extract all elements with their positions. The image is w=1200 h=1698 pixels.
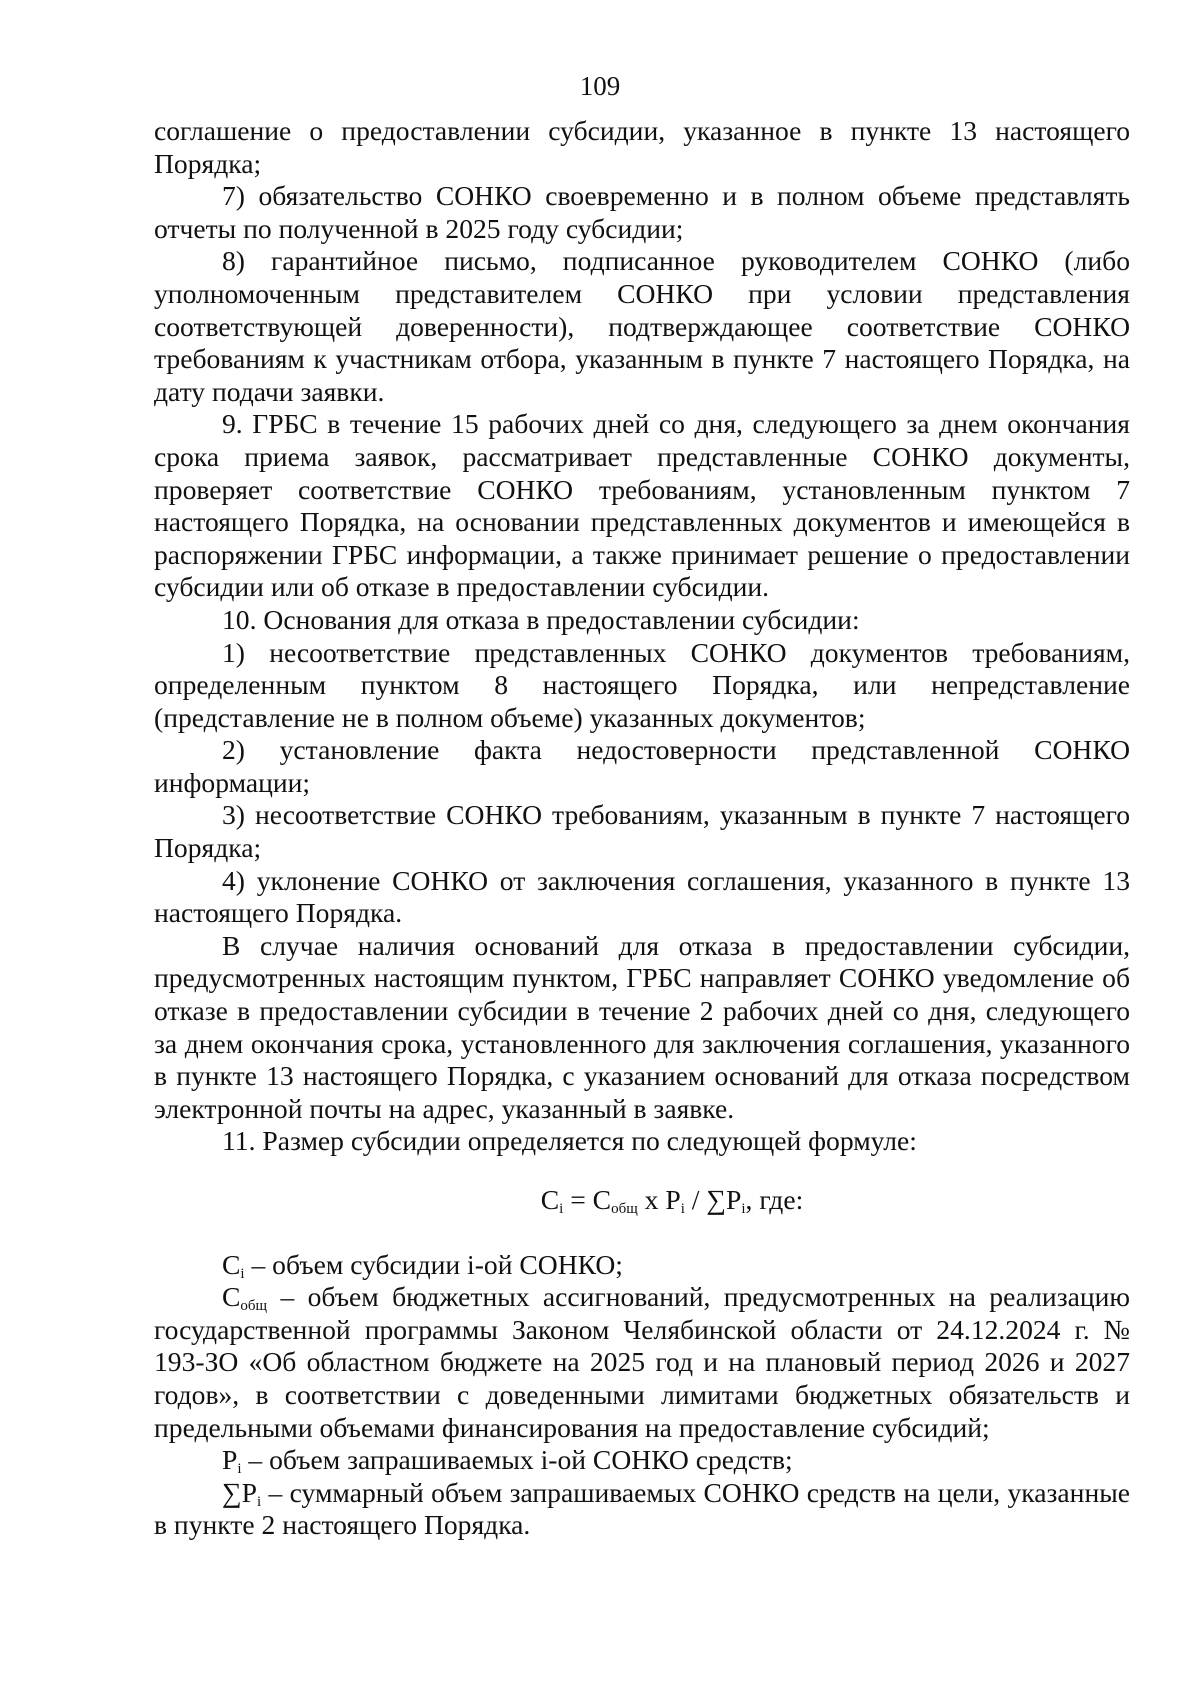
formula-part: C <box>540 1184 560 1215</box>
paragraph: 8) гарантийное письмо, подписанное руководителем СОНКО (либо уполномоченным представителем СОНКО при условии представления соответствующей доверенности), подтверждающее соответствие СОНКО требованиям к участникам отбора, указанным в пункте 7 настоящего Порядка, на дату подачи заявки. <box>154 245 1130 407</box>
paragraph: 7) обязательство СОНКО своевременно и в полном объеме представлять отчеты по полученной в 2025 году субсидии; <box>154 180 1130 244</box>
formula-part: x P <box>637 1184 681 1215</box>
paragraph: 1) несоответствие представленных СОНКО документов требованиям, определенным пунктом 8 настоящего Порядка, или непредставление (представление не в полном объеме) указанных документов; <box>154 636 1130 733</box>
definition-text: – суммарный объем запрашиваемых СОНКО средств на цели, указанные в пункте 2 настоящего Порядка. <box>154 1476 1130 1541</box>
definition-symbol: ∑P <box>222 1476 258 1508</box>
subsidy-formula <box>154 1184 1130 1217</box>
formula-subscript: i <box>741 1201 746 1217</box>
formula-subscript: i <box>559 1201 564 1217</box>
formula-subscript: i <box>680 1201 685 1217</box>
paragraph: 2) установление факта недостоверности представленной СОНКО информации; <box>154 734 1130 798</box>
definition-symbol: C <box>222 1248 241 1280</box>
paragraph: 9. ГРБС в течение 15 рабочих дней со дня, следующего за днем окончания срока приема заявок, рассматривает представленные СОНКО документы, проверяет соответствие СОНКО требованиям, установленным пунктом 7 настоящего Порядка, на основании представленных документов и имеющейся в распоряжении ГРБС информации, а также принимает решение о предоставлении субсидии или об отказе в предоставлении субсидии. <box>154 408 1130 603</box>
paragraph: В случае наличия оснований для отказа в предоставлении субсидии, предусмотренных настоящим пунктом, ГРБС направляет СОНКО уведомление об отказе в предоставлении субсидии в течение 2 рабочих дней со дня, следующего за днем окончания срока, установленного для заключения соглашения, указанного в пункте 13 настоящего Порядка, с указанием оснований для отказа посредством электронной почты на адрес, указанный в заявке. <box>154 929 1130 1124</box>
definition-subscript: i <box>240 1265 245 1282</box>
paragraph: соглашение о предоставлении субсидии, указанное в пункте 13 настоящего Порядка; <box>154 115 1130 179</box>
definition-text: – объем бюджетных ассигнований, предусмотренных на реализацию государственной программы Законом Челябинской области от 24.12.2024 г. № 193-ЗО «Об областном бюджете на 2025 год и на плановый период 2026 и 2027 годов», в соответствии с доведенными лимитами бюджетных обязательств и предельными объемами финансирования на предоставление субсидий; <box>154 1281 1130 1443</box>
definition-c-total <box>154 1281 1130 1444</box>
formula-subscript: общ <box>611 1201 638 1217</box>
definition-subscript: i <box>257 1493 262 1510</box>
definition-text: – объем запрашиваемых i-ой СОНКО средств; <box>241 1444 793 1476</box>
formula-part: / ∑P <box>684 1184 742 1215</box>
definition-symbol: C <box>222 1281 241 1313</box>
definition-ci <box>154 1249 1130 1282</box>
definition-symbol: P <box>222 1444 238 1476</box>
page-number: 109 <box>579 71 621 101</box>
document-body <box>154 115 1130 1542</box>
paragraph: 3) несоответствие СОНКО требованиям, указанным в пункте 7 настоящего Порядка; <box>154 799 1130 864</box>
formula-part: = C <box>563 1184 612 1215</box>
definition-sum-pi <box>154 1477 1130 1542</box>
definition-subscript: i <box>237 1461 242 1478</box>
definition-pi <box>154 1444 1130 1477</box>
paragraph: 10. Основания для отказа в предоставлении субсидии: <box>222 603 860 635</box>
paragraph: 11. Размер субсидии определяется по следующей формуле: <box>222 1125 917 1157</box>
paragraph: 4) уклонение СОНКО от заключения соглашения, указанного в пункте 13 настоящего Порядка. <box>154 864 1130 929</box>
formula-part: , где: <box>745 1184 804 1215</box>
definition-text: – объем субсидии i-ой СОНКО; <box>244 1248 623 1280</box>
definition-subscript: общ <box>240 1298 268 1315</box>
